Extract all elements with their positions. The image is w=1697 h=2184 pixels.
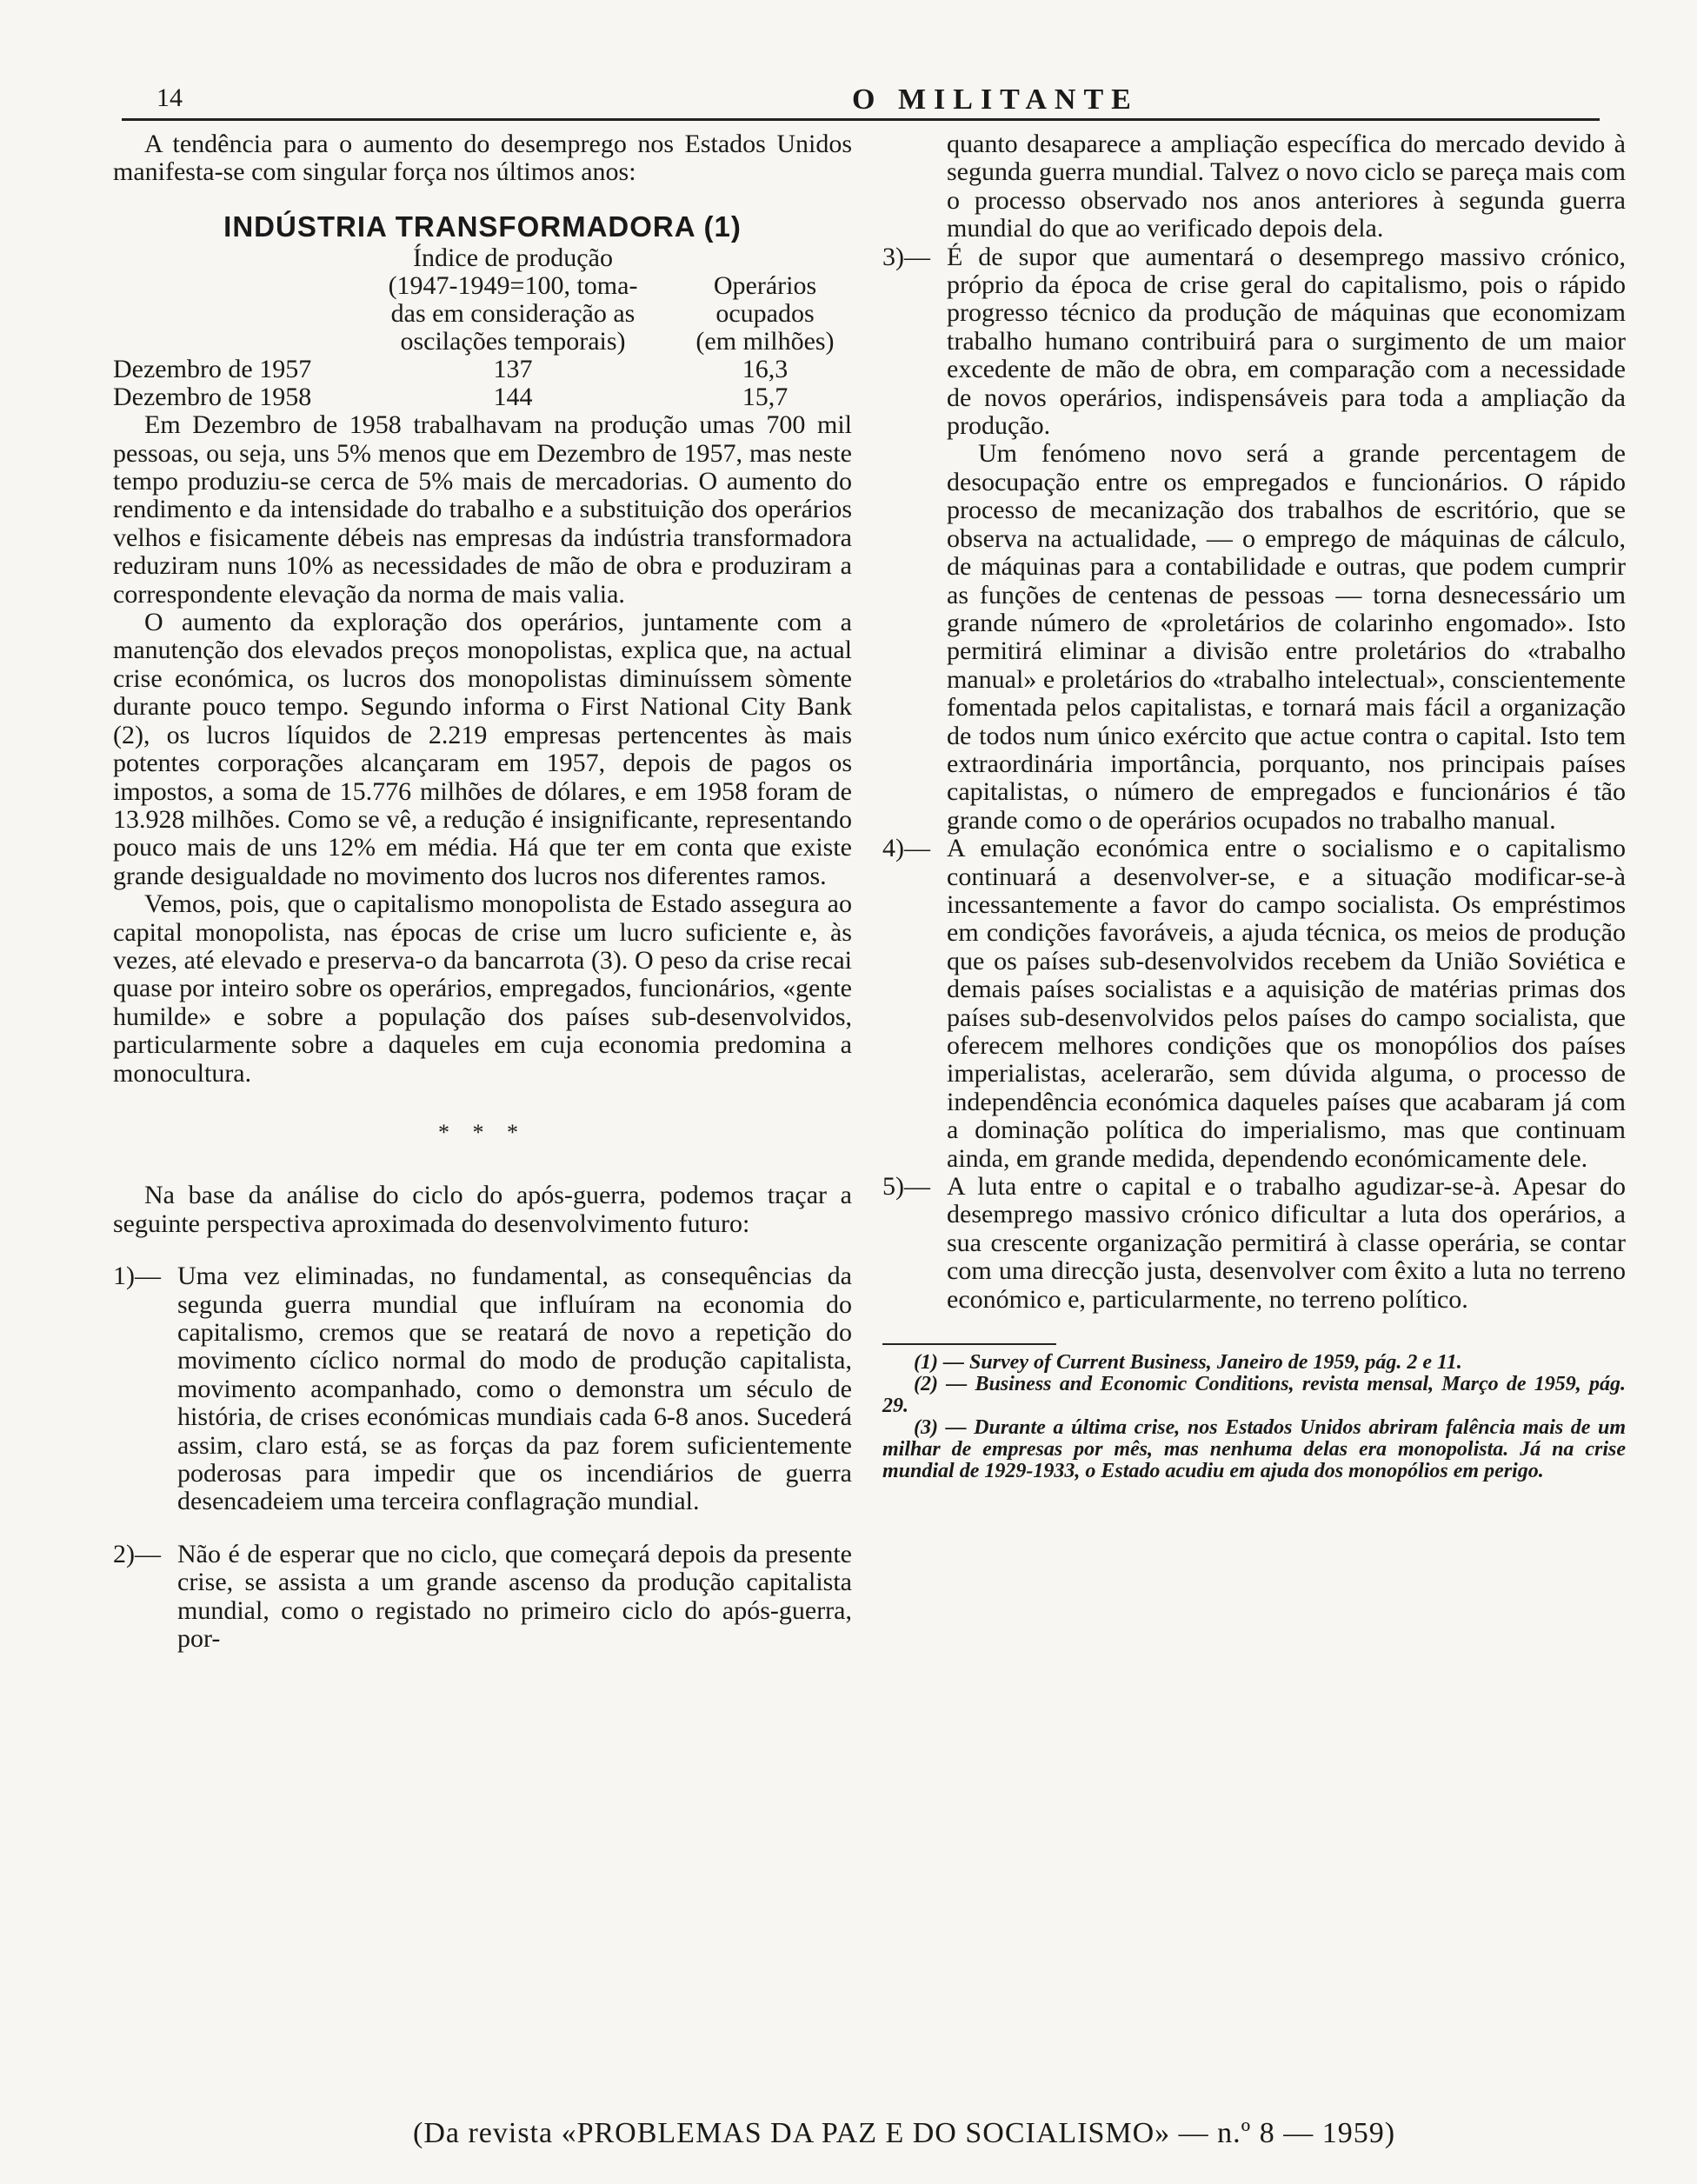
paragraph-4: Na base da análise do ciclo do após-guerra, podemos traçar a seguinte perspectiva aproximada do desenvolvimento futuro: xyxy=(113,1181,852,1238)
list-item-text: A luta entre o capital e o trabalho agudizar-se-à. Apesar do desemprego massivo crónico dificultar a luta dos operários, a sua crescente organização permitirá à classe operária, se contar com uma direcção justa, desenvolver com êxito a luta no terreno económico e, particularmente, no terreno político. xyxy=(947,1172,1626,1314)
list-item-1 xyxy=(113,1262,852,1516)
workers-header-3: (em milhões) xyxy=(695,327,835,356)
index-header-3: oscilações temporais) xyxy=(400,327,626,356)
row-label: Dezembro de 1957 xyxy=(113,355,312,384)
index-header-2: das em consideração as xyxy=(390,299,636,329)
row-index: 144 xyxy=(493,383,533,412)
list-item-number: 4)— xyxy=(882,834,930,863)
paragraph-3: Vemos, pois, que o capitalismo monopolista de Estado assegura ao capital monopolista, nas épocas de crise um lucro suficiente e, às vezes, até elevado e preserva-o da bancarrota (3). O peso da crise recai quase por inteiro sobre os operários, empregados, funcionários, «gente humilde» e sobre a população dos países sub-desenvolvidos, particularmente sobre a daqueles em cuja economia predomina a monocultura. xyxy=(113,889,852,1088)
list-item-4 xyxy=(882,835,1626,1173)
list-item-3-continuation: Um fenómeno novo será a grande percentagem de desocupação entre os empregados e funcionários. O rápido processo de mecanização dos trabalhos de escritório, que se observa na actualidade, — o emprego de máquinas de cálculo, de máquinas para a contabilidade e outras, que podem cumprir as funções de centenas de pessoas — torna desnecessário um grande número de «proletários de colarinho engomado». Isto permitirá eliminar a divisão entre proletários do «trabalho manual» e proletários do «trabalho intelectual», conscientemente fomentada pelos capitalistas, e tornará mais fácil a organização de todos num único exército que actue contra o capital. Isto tem extraordinária importância, porquanto, nos principais países capitalistas, o número de empregados e funcionários é tão grande como o de operários ocupados no trabalho manual. xyxy=(947,439,1626,835)
footnote-1: (1) — Survey of Current Business, Janeiro de 1959, pág. 2 e 11. xyxy=(914,1351,1462,1375)
intro-paragraph: A tendência para o aumento do desemprego nos Estados Unidos manifesta-se com singular força nos últimos anos: xyxy=(113,130,852,187)
index-header-1: (1947-1949=100, toma- xyxy=(388,271,638,301)
row-workers: 16,3 xyxy=(742,355,789,384)
right-column xyxy=(882,130,1626,1482)
production-table xyxy=(113,244,852,411)
list-item-number: 2)— xyxy=(113,1539,161,1568)
list-item-3 xyxy=(882,243,1626,441)
table-subtitle: Índice de produção xyxy=(413,243,613,273)
footnote-2: (2) — Business and Economic Conditions, revista mensal, Março de 1959, pág. 29. xyxy=(882,1373,1626,1418)
header-rule xyxy=(122,118,1600,121)
page-header xyxy=(122,83,1600,118)
list-item-text: Não é de esperar que no ciclo, que começará depois da presente crise, se assista a um grande ascenso da produção capitalista mundial, como o registado no primeiro ciclo do após-guerra, por- xyxy=(177,1539,852,1654)
page-number: 14 xyxy=(156,83,183,112)
row-index: 137 xyxy=(493,355,533,384)
list-item-text: Uma vez eliminadas, no fundamental, as consequências da segunda guerra mundial que influíram na economia do capitalismo, cremos que se reatará de novo a repetição do movimento cíclico normal do modo de produção capitalista, movimento acompanhado, como o demonstra um século de história, de crises económicas mundiais cada 6-8 anos. Sucederá assim, claro está, se as forças da paz forem suficientemente poderosas para impedir que os incendiários de guerra desencadeiem uma terceira conflagração mundial. xyxy=(177,1262,852,1516)
masthead: O MILITANTE xyxy=(852,83,1139,116)
workers-header-1: Operários xyxy=(713,271,817,301)
row-workers: 15,7 xyxy=(742,383,789,412)
list-item-number: 1)— xyxy=(113,1262,161,1291)
table-row xyxy=(113,383,852,411)
list-item-text: A emulação económica entre o socialismo e o capitalismo continuará a desenvolver-se, e a situação modificar-se-à incessantemente a favor do campo socialista. Os empréstimos em condições favoráveis, a ajuda técnica, os meios de produção que os países sub-desenvolvidos recebem da União Soviética e demais países socialistas e a aquisição de matérias primas dos países sub-desenvolvidos pelos países do campo socialista, que oferecem melhores condições que os monopólios dos países imperialistas, acelerarão, sem dúvida alguma, o processo de independência económica daqueles países que acabaram já com a dominação política do imperialismo, mas que continuam ainda, em grande medida, dependendo económicamente dele. xyxy=(947,834,1626,1173)
list-item-text: É de supor que aumentará o desemprego massivo crónico, próprio da época de crise geral do capitalismo, pois o rápido progresso técnico da produção de máquinas que economizam trabalho humano contribuirá para o surgimento de um maior excedente de mão de obra, em comparação com a necessidade de novos operários, indispensáveis para toda a ampliação da produção. xyxy=(947,242,1626,441)
list-item-number: 5)— xyxy=(882,1172,930,1202)
list-item-5 xyxy=(882,1173,1626,1314)
row-label: Dezembro de 1958 xyxy=(113,383,312,412)
list-item-number: 3)— xyxy=(882,242,930,271)
source-citation: (Da revista «PROBLEMAS DA PAZ E DO SOCIALISMO» — n.º 8 — 1959) xyxy=(413,2117,1396,2149)
footnote-3: (3) — Durante a última crise, nos Estados Unidos abriram falência mais de um milhar de empresas por mês, mas nenhuma delas era monopolista. Já na crise mundial de 1929-1933, o Estado acudiu em ajuda dos monopólios em perigo. xyxy=(882,1416,1626,1483)
section-separator: * * * xyxy=(438,1119,527,1145)
table-title: INDÚSTRIA TRANSFORMADORA (1) xyxy=(223,210,742,243)
footnote-rule xyxy=(882,1343,1056,1345)
paragraph-1: Em Dezembro de 1958 trabalhavam na produção umas 700 mil pessoas, ou seja, uns 5% menos que em Dezembro de 1957, mas neste tempo produziu-se cerca de 5% mais de mercadorias. O aumento do rendimento e da intensidade do trabalho e a substituição dos operários velhos e fisicamente débeis nas empresas da indústria transformadora reduziram nuns 10% as necessidades de mão de obra e produziram a correspondente elevação da norma de mais valia. xyxy=(113,410,852,609)
paragraph-2: O aumento da exploração dos operários, juntamente com a manutenção dos elevados preços monopolistas, explica que, na actual crise económica, os lucros dos monopolistas diminuíssem sòmente durante pouco tempo. Segundo informa o First National City Bank (2), os lucros líquidos de 2.219 empresas pertencentes às mais potentes corporações alcançaram em 1957, depois de pagos os impostos, a soma de 15.776 milhões de dólares, e em 1958 foram de 13.928 milhões. Como se vê, a redução é insignificante, representando pouco mais de uns 12% em média. Há que ter em conta que existe grande desigualdade no movimento dos lucros nos diferentes ramos. xyxy=(113,608,852,890)
continued-paragraph: quanto desaparece a ampliação específica do mercado devido à segunda guerra mundial. Talvez o novo ciclo se pareça mais com o processo observado nos anos anteriores à segunda guerra mundial do que ao verificado depois dela. xyxy=(947,130,1626,243)
table-row xyxy=(113,356,852,383)
workers-header-2: ocupados xyxy=(715,299,815,329)
left-column xyxy=(113,130,852,1653)
list-item-2 xyxy=(113,1541,852,1654)
